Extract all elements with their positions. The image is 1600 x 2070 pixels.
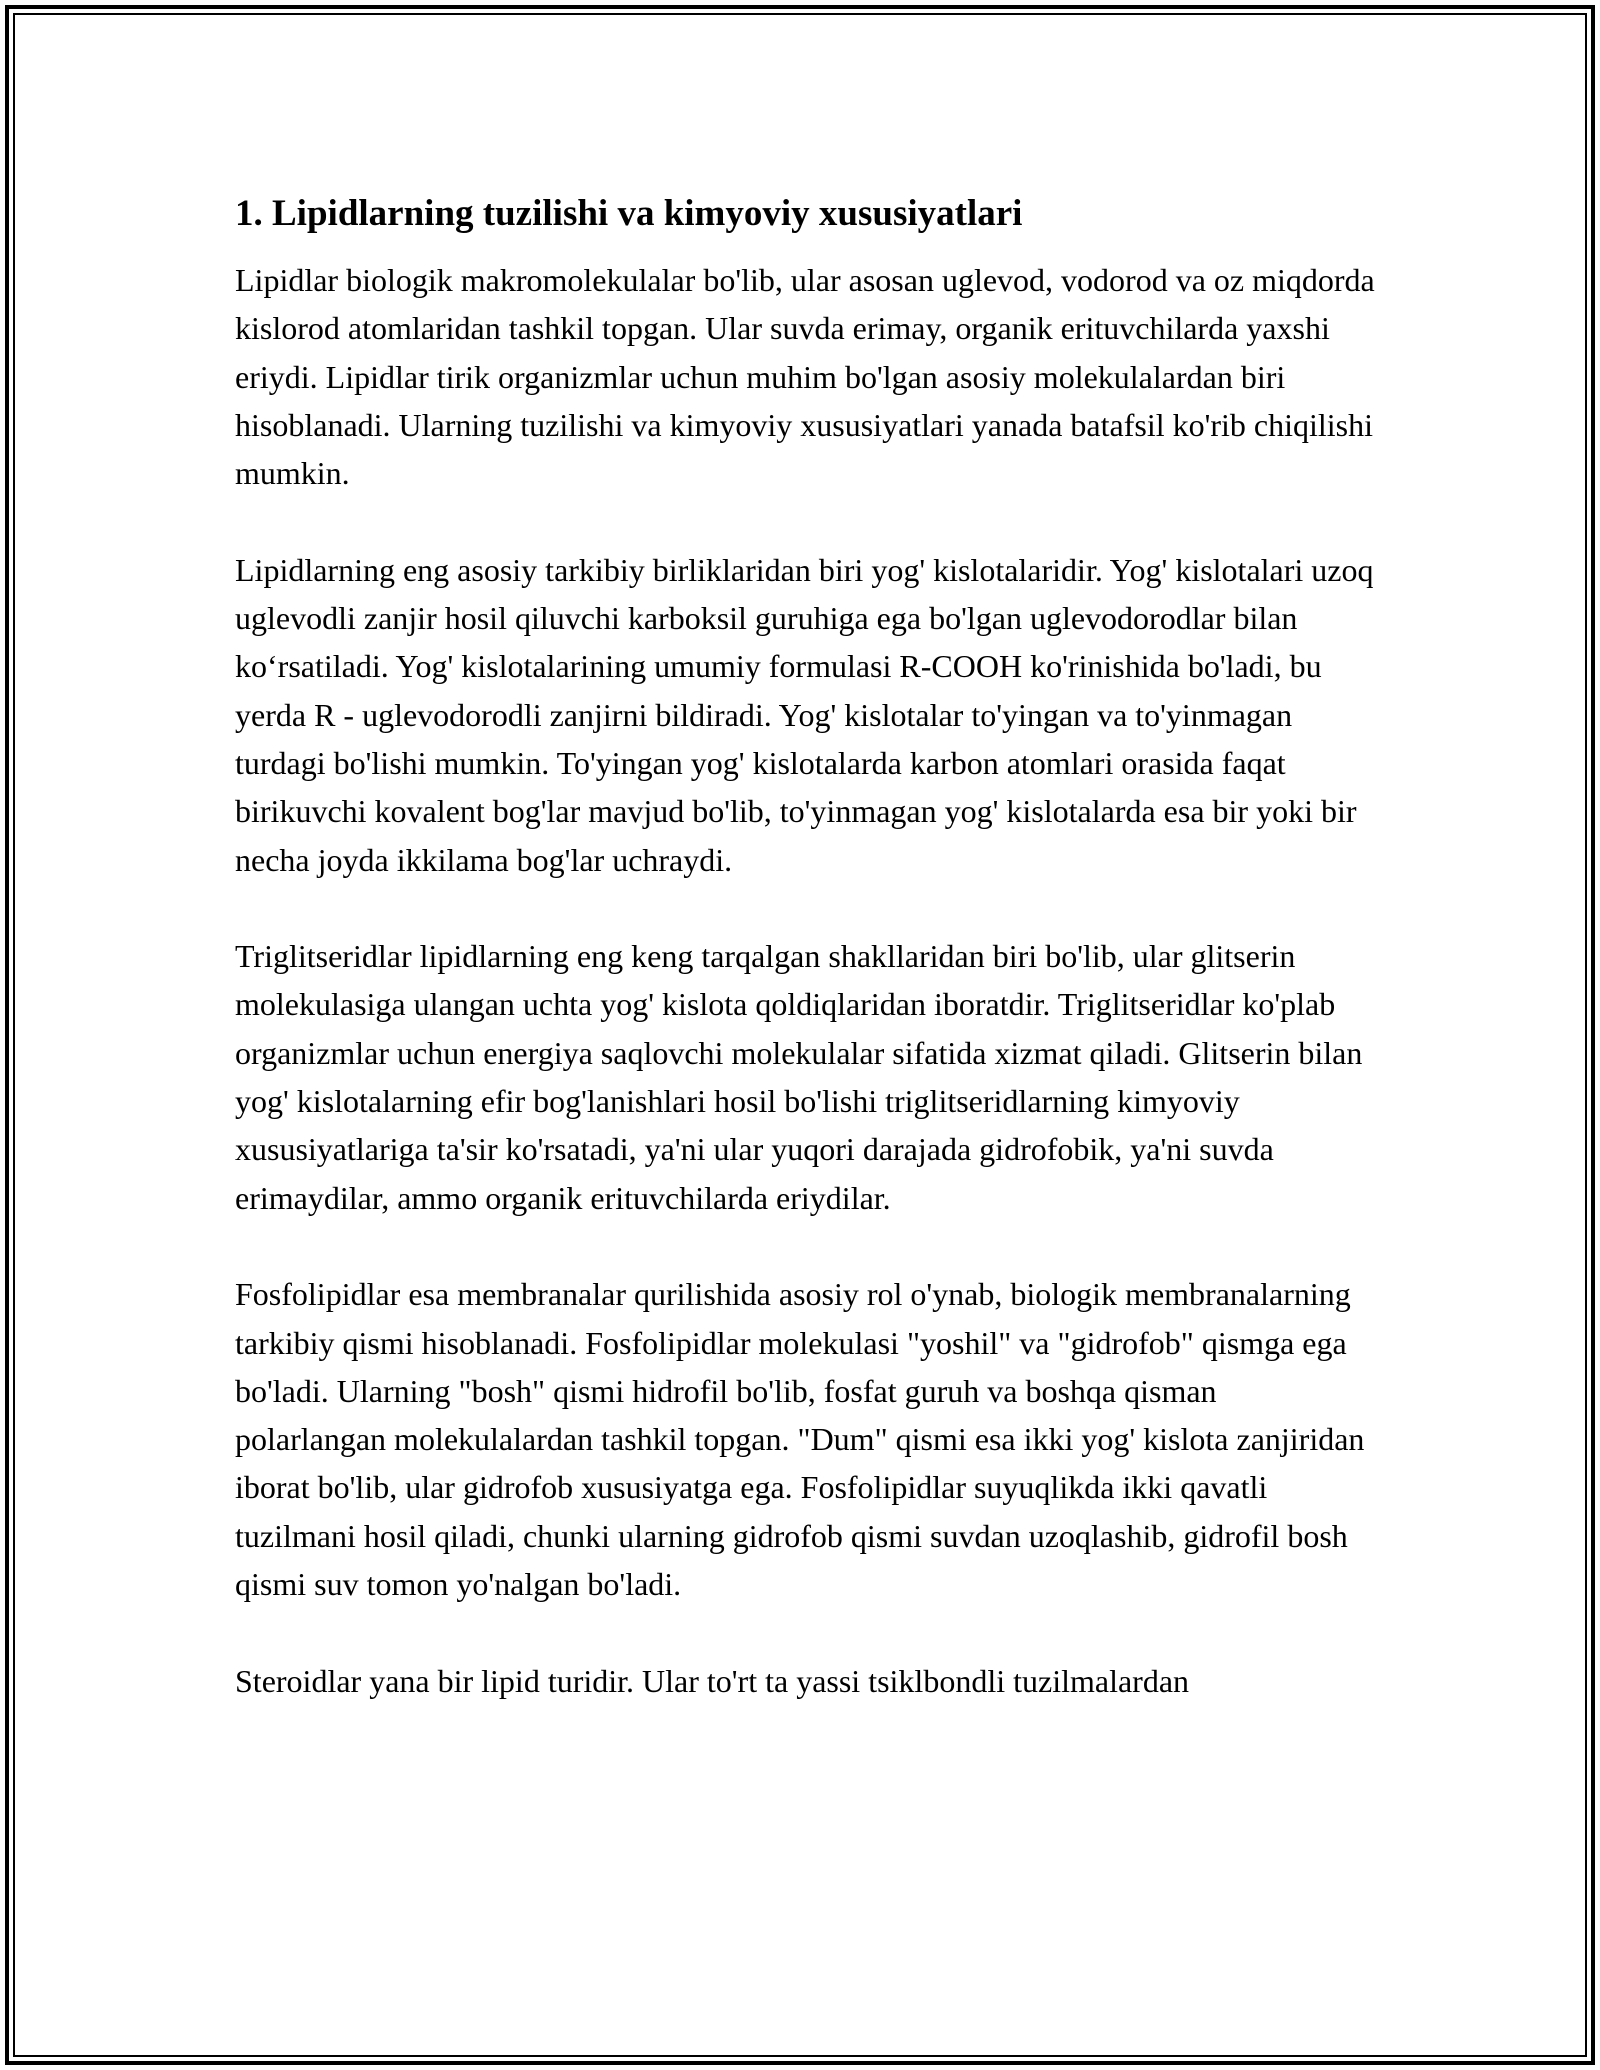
section-heading: 1. Lipidlarning tuzilishi va kimyoviy xususiyatlari [235,193,1023,234]
paragraph-intro: Lipidlar biologik makromolekulalar bo'lib, ular asosan uglevod, vodorod va oz miqdorda kislorod atomlaridan tashkil topgan. Ular suvda erimay, organik erituvchilarda yaxshi eriydi. Lipidlar tirik organizmlar uchun muhim bo'lgan asosiy molekulalardan biri hisoblanadi. Ularning tuzilishi va kimyoviy xususiyatlari yanada batafsil ko'rib chiqilishi mumkin. [235,262,1375,492]
paragraph-fatty-acids: Lipidlarning eng asosiy tarkibiy birliklaridan biri yog' kislotalaridir. Yog' kislotalari uzoq uglevodli zanjir hosil qiluvchi karboksil guruhiga ega bo'lgan uglevodorodlar bilan ko‘rsatiladi. Yog' kislotalarining umumiy formulasi R-COOH ko'rinishida bo'ladi, bu yerda R - uglevodorodli zanjirni bildiradi. Yog' kislotalar to'yingan va to'yinmagan turdagi bo'lishi mumkin. To'yingan yog' kislotalarda karbon atomlari orasida faqat birikuvchi kovalent bog'lar mavjud bo'lib, to'yinmagan yog' kislotalarda esa bir yoki bir necha joyda ikkilama bog'lar uchraydi. [235,551,1374,878]
paragraph-triglycerides: Triglitseridlar lipidlarning eng keng tarqalgan shakllaridan biri bo'lib, ular glitserin molekulasiga ulangan uchta yog' kislota qoldiqlaridan iboratdir. Triglitseridlar ko'plab organizmlar uchun energiya saqlovchi molekulalar sifatida xizmat qiladi. Glitserin bilan yog' kislotalarning efir bog'lanishlari hosil bo'lishi triglitseridlarning kimyoviy xususiyatlariga ta'sir ko'rsatadi, ya'ni ular yuqori darajada gidrofobik, ya'ni suvda erimaydilar, ammo organik erituvchilarda eriydilar. [235,938,1363,1216]
paragraph-phospholipids: Fosfolipidlar esa membranalar qurilishida asosiy rol o'ynab, biologik membranalarning tarkibiy qismi hisoblanadi. Fosfolipidlar molekulasi "yoshil" va "gidrofob" qismga ega bo'ladi. Ularning "bosh" qismi hidrofil bo'lib, fosfat guruh va boshqa qisman polarlangan molekulalardan tashkil topgan. "Dum" qismi esa ikki yog' kislota zanjiridan iborat bo'lib, ular gidrofob xususiyatga ega. Fosfolipidlar suyuqlikda ikki qavatli tuzilmani hosil qiladi, chunki ularning gidrofob qismi suvdan uzoqlashib, gidrofil bosh qismi suv tomon yo'nalgan bo'ladi. [235,1276,1365,1603]
document-body [235,190,1375,1753]
paragraph-steroids: Steroidlar yana bir lipid turidir. Ular to'rt ta yassi tsiklbondli tuzilmalardan [235,1662,1190,1699]
